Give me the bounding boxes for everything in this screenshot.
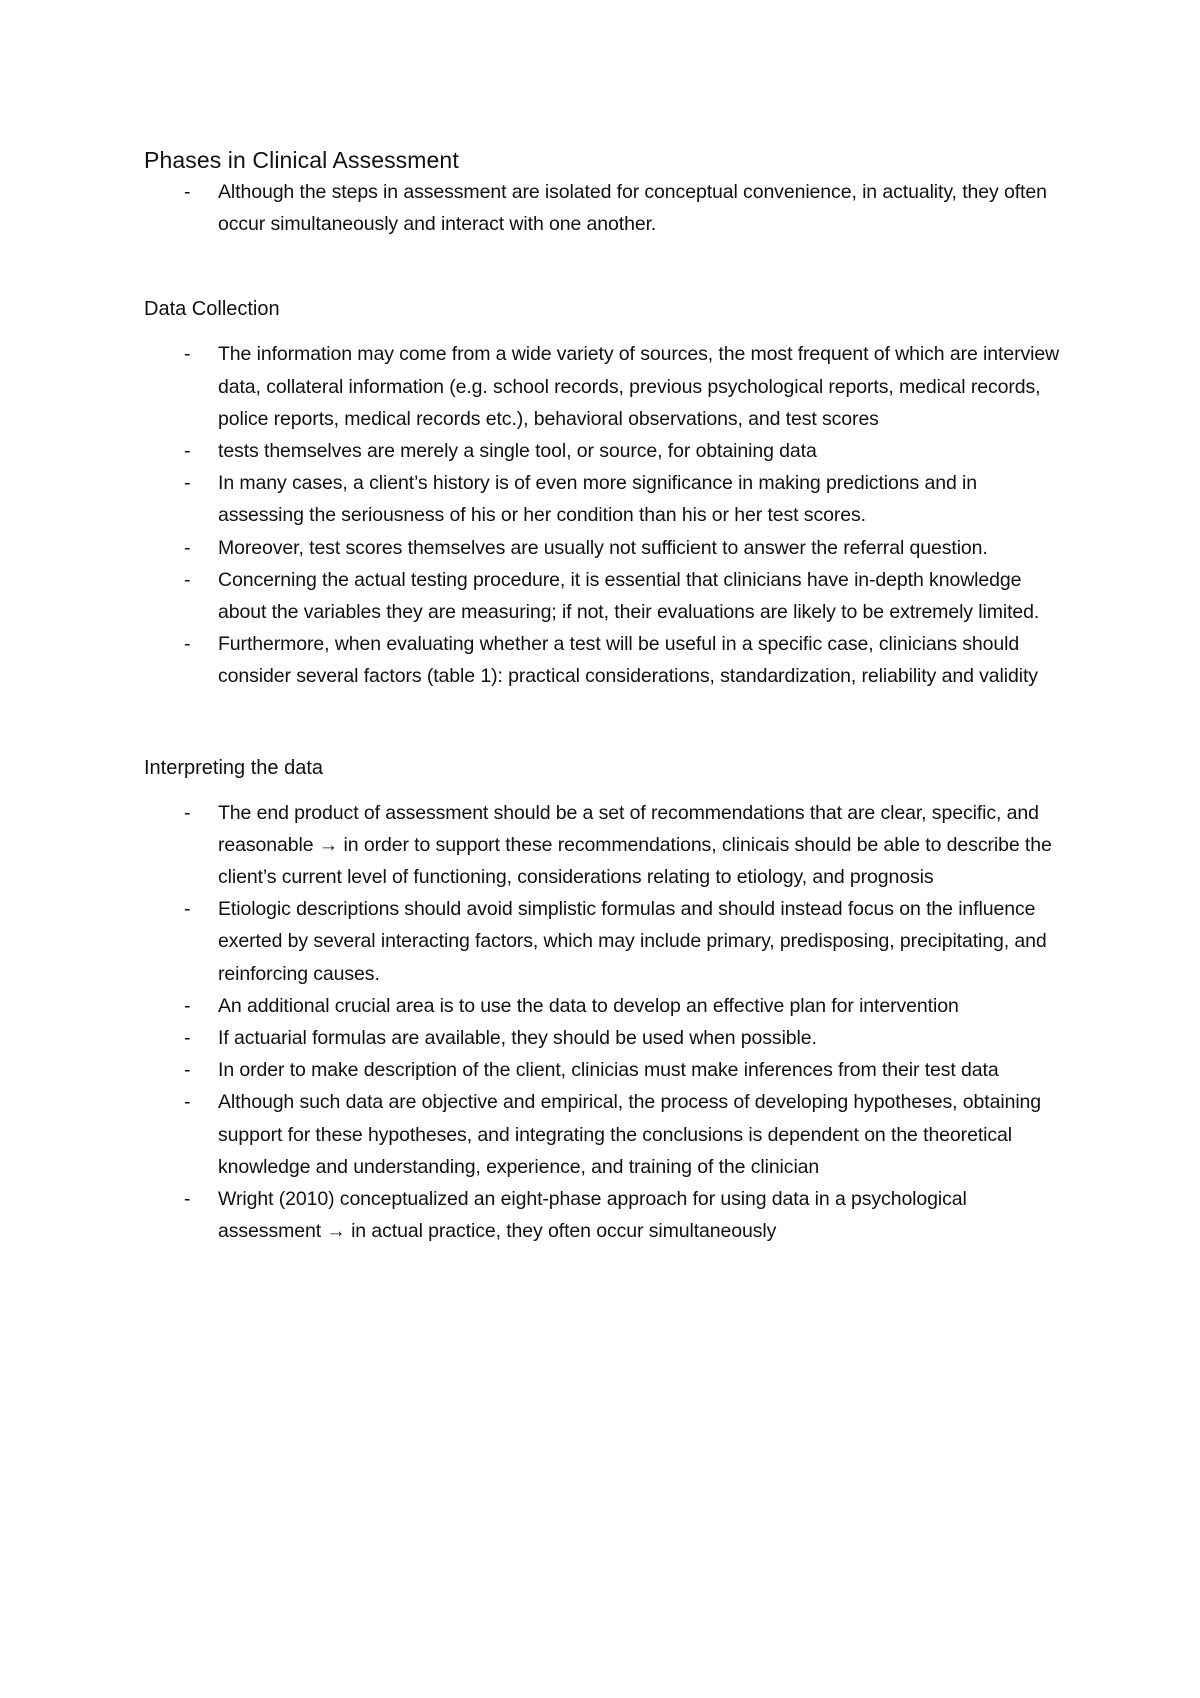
list-item — [144, 797, 1064, 894]
bullet-dash: - — [184, 568, 191, 591]
list-item — [144, 1054, 1064, 1086]
interpreting-bullet-list — [144, 797, 1064, 1248]
bullet-dash: - — [184, 1091, 191, 1114]
bullet-text: The information may come from a wide variety of sources, the most frequent of which are interview data, collateral information (e.g. school records, previous psychological reports, medical records, police reports, medical records etc.), behavioral observations, and test scores — [218, 343, 1060, 430]
list-item — [144, 990, 1064, 1022]
list-item — [144, 532, 1064, 564]
bullet-text: In many cases, a client’s history is of even more significance in making predictions and in assessing the seriousness of his or her condition than his or her test scores. — [218, 472, 977, 527]
bullet-text: Concerning the actual testing procedure, it is essential that clinicians have in-depth knowledge about the variables they are measuring; if not, their evaluations are likely to be extremely limited. — [218, 568, 1040, 624]
bullet-dash: - — [184, 1188, 191, 1211]
bullet-dash: - — [184, 633, 191, 656]
bullet-dash: - — [184, 536, 191, 559]
bullet-dash: - — [184, 898, 191, 921]
section-heading: Interpreting the data — [144, 756, 324, 779]
bullet-text: tests themselves are merely a single tool, or source, for obtaining data — [218, 440, 817, 463]
list-item — [144, 435, 1064, 467]
document-title: Phases in Clinical Assessment — [144, 147, 459, 173]
bullet-text: An additional crucial area is to use the data to develop an effective plan for intervention — [218, 994, 959, 1017]
list-item — [144, 1086, 1064, 1183]
bullet-dash: - — [184, 440, 191, 463]
bullet-text: Although the steps in assessment are isolated for conceptual convenience, in actuality, they often occur simultaneously and interact with one another. — [218, 181, 1047, 236]
bullet-dash: - — [184, 181, 191, 203]
bullet-text: Furthermore, when evaluating whether a test will be useful in a specific case, clinicians should consider several factors (table 1): practical considerations, standardization, reliability and validity — [218, 633, 1038, 688]
bullet-text: If actuarial formulas are available, they should be used when possible. — [218, 1027, 817, 1050]
bullet-text: Although such data are objective and empirical, the process of developing hypotheses, obtaining support for these hypotheses, and integrating the conclusions is dependent on the theoretical knowledge and understanding, experience, and training of the clinician — [218, 1091, 1042, 1178]
section-interpreting-the-data — [144, 753, 1064, 1248]
data-collection-bullet-list — [144, 338, 1064, 692]
list-item — [144, 338, 1064, 435]
list-item — [144, 628, 1064, 692]
section-data-collection — [144, 294, 1064, 692]
bullet-dash: - — [184, 1027, 191, 1050]
list-item — [144, 1022, 1064, 1054]
bullet-dash: - — [184, 472, 191, 495]
section-heading: Data Collection — [144, 298, 280, 321]
bullet-text: The end product of assessment should be a set of recommendations that are clear, specific, and reasonable → in order to support these recommendations, clinicais should be able to describe the client’s current level of functioning, considerations relating to etiology, and prognosis — [218, 801, 1052, 889]
bullet-text: Wright (2010) conceptualized an eight-phase approach for using data in a psychological assessment → in actual practice, they often occur simultaneously — [218, 1188, 967, 1243]
bullet-text: Etiologic descriptions should avoid simplistic formulas and should instead focus on the influence exerted by several interacting factors, which may include primary, predisposing, precipitating, and reinforcing causes. — [218, 898, 1047, 985]
bullet-dash: - — [184, 343, 191, 366]
bullet-dash: - — [184, 801, 191, 824]
list-item — [144, 564, 1064, 628]
list-item — [144, 893, 1064, 990]
list-item — [144, 1183, 1064, 1247]
bullet-text: Moreover, test scores themselves are usually not sufficient to answer the referral question. — [218, 536, 988, 559]
bullet-text: In order to make description of the client, clinicias must make inferences from their test data — [218, 1059, 999, 1082]
intro-bullet-list — [144, 176, 1064, 240]
document-content — [144, 144, 1064, 1247]
list-item — [144, 176, 1064, 240]
bullet-dash: - — [184, 994, 191, 1017]
list-item — [144, 467, 1064, 531]
bullet-dash: - — [184, 1059, 191, 1082]
